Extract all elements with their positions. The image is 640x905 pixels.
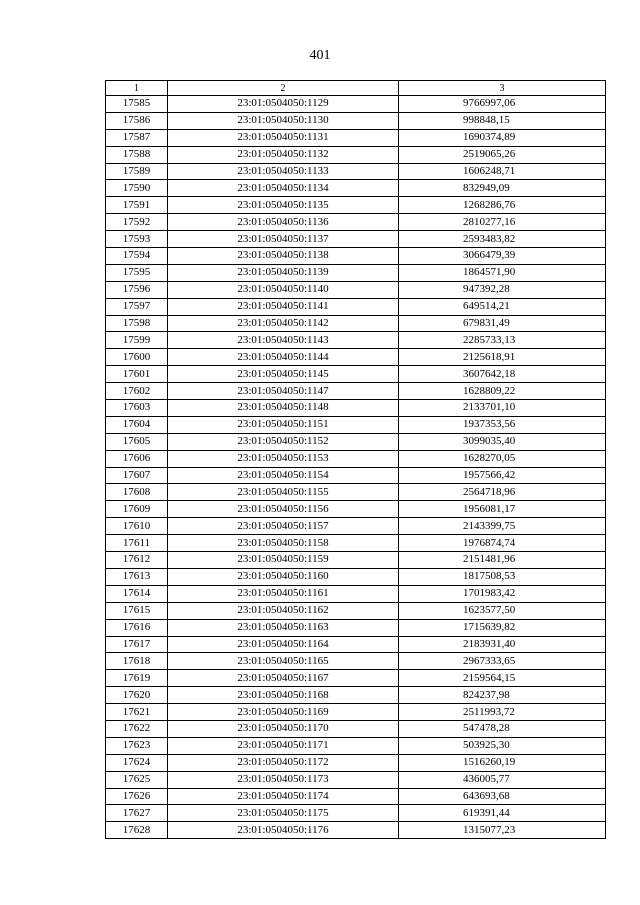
row-number-cell: 17605 [106,433,168,450]
table-row [106,704,606,721]
cadastral-number-cell: 23:01:0504050:1159 [168,552,399,569]
table-row [106,163,606,180]
table-row [106,400,606,417]
row-number-cell: 17611 [106,535,168,552]
table-row [106,416,606,433]
cadastral-number-cell: 23:01:0504050:1142 [168,315,399,332]
value-cell: 1315077,23 [399,822,606,839]
table-row [106,754,606,771]
row-number-cell: 17610 [106,518,168,535]
value-cell: 2564718,96 [399,484,606,501]
table-row [106,129,606,146]
table-row [106,264,606,281]
column-header-3: 3 [399,81,606,96]
row-number-cell: 17606 [106,450,168,467]
row-number-cell: 17627 [106,805,168,822]
table-row [106,585,606,602]
row-number-cell: 17603 [106,400,168,417]
table-row [106,231,606,248]
row-number-cell: 17626 [106,788,168,805]
cadastral-number-cell: 23:01:0504050:1143 [168,332,399,349]
value-cell: 643693,68 [399,788,606,805]
cadastral-number-cell: 23:01:0504050:1161 [168,585,399,602]
value-cell: 1628809,22 [399,383,606,400]
value-cell: 3066479,39 [399,248,606,265]
row-number-cell: 17622 [106,720,168,737]
table-row [106,720,606,737]
table-row [106,383,606,400]
value-cell: 824237,98 [399,687,606,704]
table-row [106,214,606,231]
value-cell: 1606248,71 [399,163,606,180]
table-row [106,450,606,467]
row-number-cell: 17617 [106,636,168,653]
cadastral-number-cell: 23:01:0504050:1136 [168,214,399,231]
cadastral-number-cell: 23:01:0504050:1163 [168,619,399,636]
table-row [106,788,606,805]
row-number-cell: 17619 [106,670,168,687]
cadastral-number-cell: 23:01:0504050:1162 [168,602,399,619]
row-number-cell: 17612 [106,552,168,569]
value-cell: 2593483,82 [399,231,606,248]
data-table [105,80,606,839]
row-number-cell: 17620 [106,687,168,704]
table-header-row [106,81,606,96]
table-row [106,433,606,450]
table-row [106,771,606,788]
row-number-cell: 17623 [106,737,168,754]
row-number-cell: 17592 [106,214,168,231]
value-cell: 1690374,89 [399,129,606,146]
table-row [106,248,606,265]
cadastral-number-cell: 23:01:0504050:1147 [168,383,399,400]
table-row [106,366,606,383]
row-number-cell: 17588 [106,146,168,163]
table-row [106,298,606,315]
value-cell: 2159564,15 [399,670,606,687]
row-number-cell: 17597 [106,298,168,315]
table-row [106,349,606,366]
cadastral-number-cell: 23:01:0504050:1131 [168,129,399,146]
cadastral-number-cell: 23:01:0504050:1176 [168,822,399,839]
row-number-cell: 17589 [106,163,168,180]
cadastral-number-cell: 23:01:0504050:1175 [168,805,399,822]
row-number-cell: 17585 [106,96,168,113]
cadastral-number-cell: 23:01:0504050:1157 [168,518,399,535]
table-body [106,96,606,839]
value-cell: 1956081,17 [399,501,606,518]
cadastral-number-cell: 23:01:0504050:1167 [168,670,399,687]
table-row [106,535,606,552]
row-number-cell: 17624 [106,754,168,771]
table-row [106,315,606,332]
cadastral-number-cell: 23:01:0504050:1155 [168,484,399,501]
value-cell: 436005,77 [399,771,606,788]
row-number-cell: 17587 [106,129,168,146]
table-row [106,501,606,518]
value-cell: 2183931,40 [399,636,606,653]
value-cell: 1976874,74 [399,535,606,552]
value-cell: 832949,09 [399,180,606,197]
row-number-cell: 17609 [106,501,168,518]
cadastral-number-cell: 23:01:0504050:1134 [168,180,399,197]
cadastral-number-cell: 23:01:0504050:1151 [168,416,399,433]
column-header-2: 2 [168,81,399,96]
value-cell: 2285733,13 [399,332,606,349]
row-number-cell: 17615 [106,602,168,619]
table-row [106,518,606,535]
table-row [106,197,606,214]
row-number-cell: 17602 [106,383,168,400]
row-number-cell: 17608 [106,484,168,501]
row-number-cell: 17625 [106,771,168,788]
row-number-cell: 17591 [106,197,168,214]
row-number-cell: 17600 [106,349,168,366]
cadastral-number-cell: 23:01:0504050:1144 [168,349,399,366]
cadastral-number-cell: 23:01:0504050:1172 [168,754,399,771]
value-cell: 2511993,72 [399,704,606,721]
table-row [106,146,606,163]
cadastral-number-cell: 23:01:0504050:1156 [168,501,399,518]
cadastral-number-cell: 23:01:0504050:1168 [168,687,399,704]
value-cell: 1864571,90 [399,264,606,281]
row-number-cell: 17618 [106,653,168,670]
table-row [106,552,606,569]
table-row [106,636,606,653]
row-number-cell: 17595 [106,264,168,281]
value-cell: 1623577,50 [399,602,606,619]
cadastral-number-cell: 23:01:0504050:1152 [168,433,399,450]
row-number-cell: 17601 [106,366,168,383]
value-cell: 503925,30 [399,737,606,754]
value-cell: 1957566,42 [399,467,606,484]
cadastral-number-cell: 23:01:0504050:1138 [168,248,399,265]
value-cell: 649514,21 [399,298,606,315]
row-number-cell: 17613 [106,568,168,585]
value-cell: 2810277,16 [399,214,606,231]
row-number-cell: 17590 [106,180,168,197]
value-cell: 1715639,82 [399,619,606,636]
table-row [106,602,606,619]
table-row [106,180,606,197]
cadastral-number-cell: 23:01:0504050:1133 [168,163,399,180]
cadastral-number-cell: 23:01:0504050:1135 [168,197,399,214]
cadastral-number-cell: 23:01:0504050:1158 [168,535,399,552]
value-cell: 2151481,96 [399,552,606,569]
value-cell: 2519065,26 [399,146,606,163]
table-row [106,484,606,501]
table-row [106,670,606,687]
cadastral-number-cell: 23:01:0504050:1170 [168,720,399,737]
table-row [106,332,606,349]
table-row [106,737,606,754]
row-number-cell: 17598 [106,315,168,332]
cadastral-number-cell: 23:01:0504050:1164 [168,636,399,653]
cadastral-number-cell: 23:01:0504050:1132 [168,146,399,163]
column-header-1: 1 [106,81,168,96]
value-cell: 947392,28 [399,281,606,298]
value-cell: 1817508,53 [399,568,606,585]
value-cell: 2967333,65 [399,653,606,670]
page-number: 401 [309,48,331,63]
value-cell: 3099035,40 [399,433,606,450]
cadastral-number-cell: 23:01:0504050:1153 [168,450,399,467]
cadastral-number-cell: 23:01:0504050:1130 [168,112,399,129]
value-cell: 3607642,18 [399,366,606,383]
cadastral-number-cell: 23:01:0504050:1137 [168,231,399,248]
row-number-cell: 17586 [106,112,168,129]
table-row [106,568,606,585]
table-row [106,467,606,484]
cadastral-number-cell: 23:01:0504050:1173 [168,771,399,788]
row-number-cell: 17614 [106,585,168,602]
cadastral-number-cell: 23:01:0504050:1148 [168,400,399,417]
value-cell: 1701983,42 [399,585,606,602]
table-row [106,281,606,298]
value-cell: 2133701,10 [399,400,606,417]
cadastral-number-cell: 23:01:0504050:1139 [168,264,399,281]
cadastral-number-cell: 23:01:0504050:1140 [168,281,399,298]
table-row [106,653,606,670]
value-cell: 547478,28 [399,720,606,737]
cadastral-number-cell: 23:01:0504050:1129 [168,96,399,113]
value-cell: 1516260,19 [399,754,606,771]
table-row [106,805,606,822]
value-cell: 1628270,05 [399,450,606,467]
row-number-cell: 17607 [106,467,168,484]
value-cell: 1937353,56 [399,416,606,433]
row-number-cell: 17604 [106,416,168,433]
table-row [106,619,606,636]
cadastral-number-cell: 23:01:0504050:1165 [168,653,399,670]
cadastral-number-cell: 23:01:0504050:1145 [168,366,399,383]
cadastral-number-cell: 23:01:0504050:1141 [168,298,399,315]
value-cell: 2125618,91 [399,349,606,366]
table-row [106,822,606,839]
value-cell: 2143399,75 [399,518,606,535]
cadastral-number-cell: 23:01:0504050:1160 [168,568,399,585]
table-row [106,112,606,129]
row-number-cell: 17616 [106,619,168,636]
cadastral-number-cell: 23:01:0504050:1154 [168,467,399,484]
row-number-cell: 17594 [106,248,168,265]
value-cell: 1268286,76 [399,197,606,214]
cadastral-number-cell: 23:01:0504050:1174 [168,788,399,805]
cadastral-number-cell: 23:01:0504050:1169 [168,704,399,721]
cadastral-number-cell: 23:01:0504050:1171 [168,737,399,754]
value-cell: 619391,44 [399,805,606,822]
value-cell: 998848,15 [399,112,606,129]
value-cell: 9766997,06 [399,96,606,113]
row-number-cell: 17596 [106,281,168,298]
row-number-cell: 17599 [106,332,168,349]
value-cell: 679831,49 [399,315,606,332]
row-number-cell: 17628 [106,822,168,839]
table-row [106,96,606,113]
table-row [106,687,606,704]
row-number-cell: 17621 [106,704,168,721]
row-number-cell: 17593 [106,231,168,248]
